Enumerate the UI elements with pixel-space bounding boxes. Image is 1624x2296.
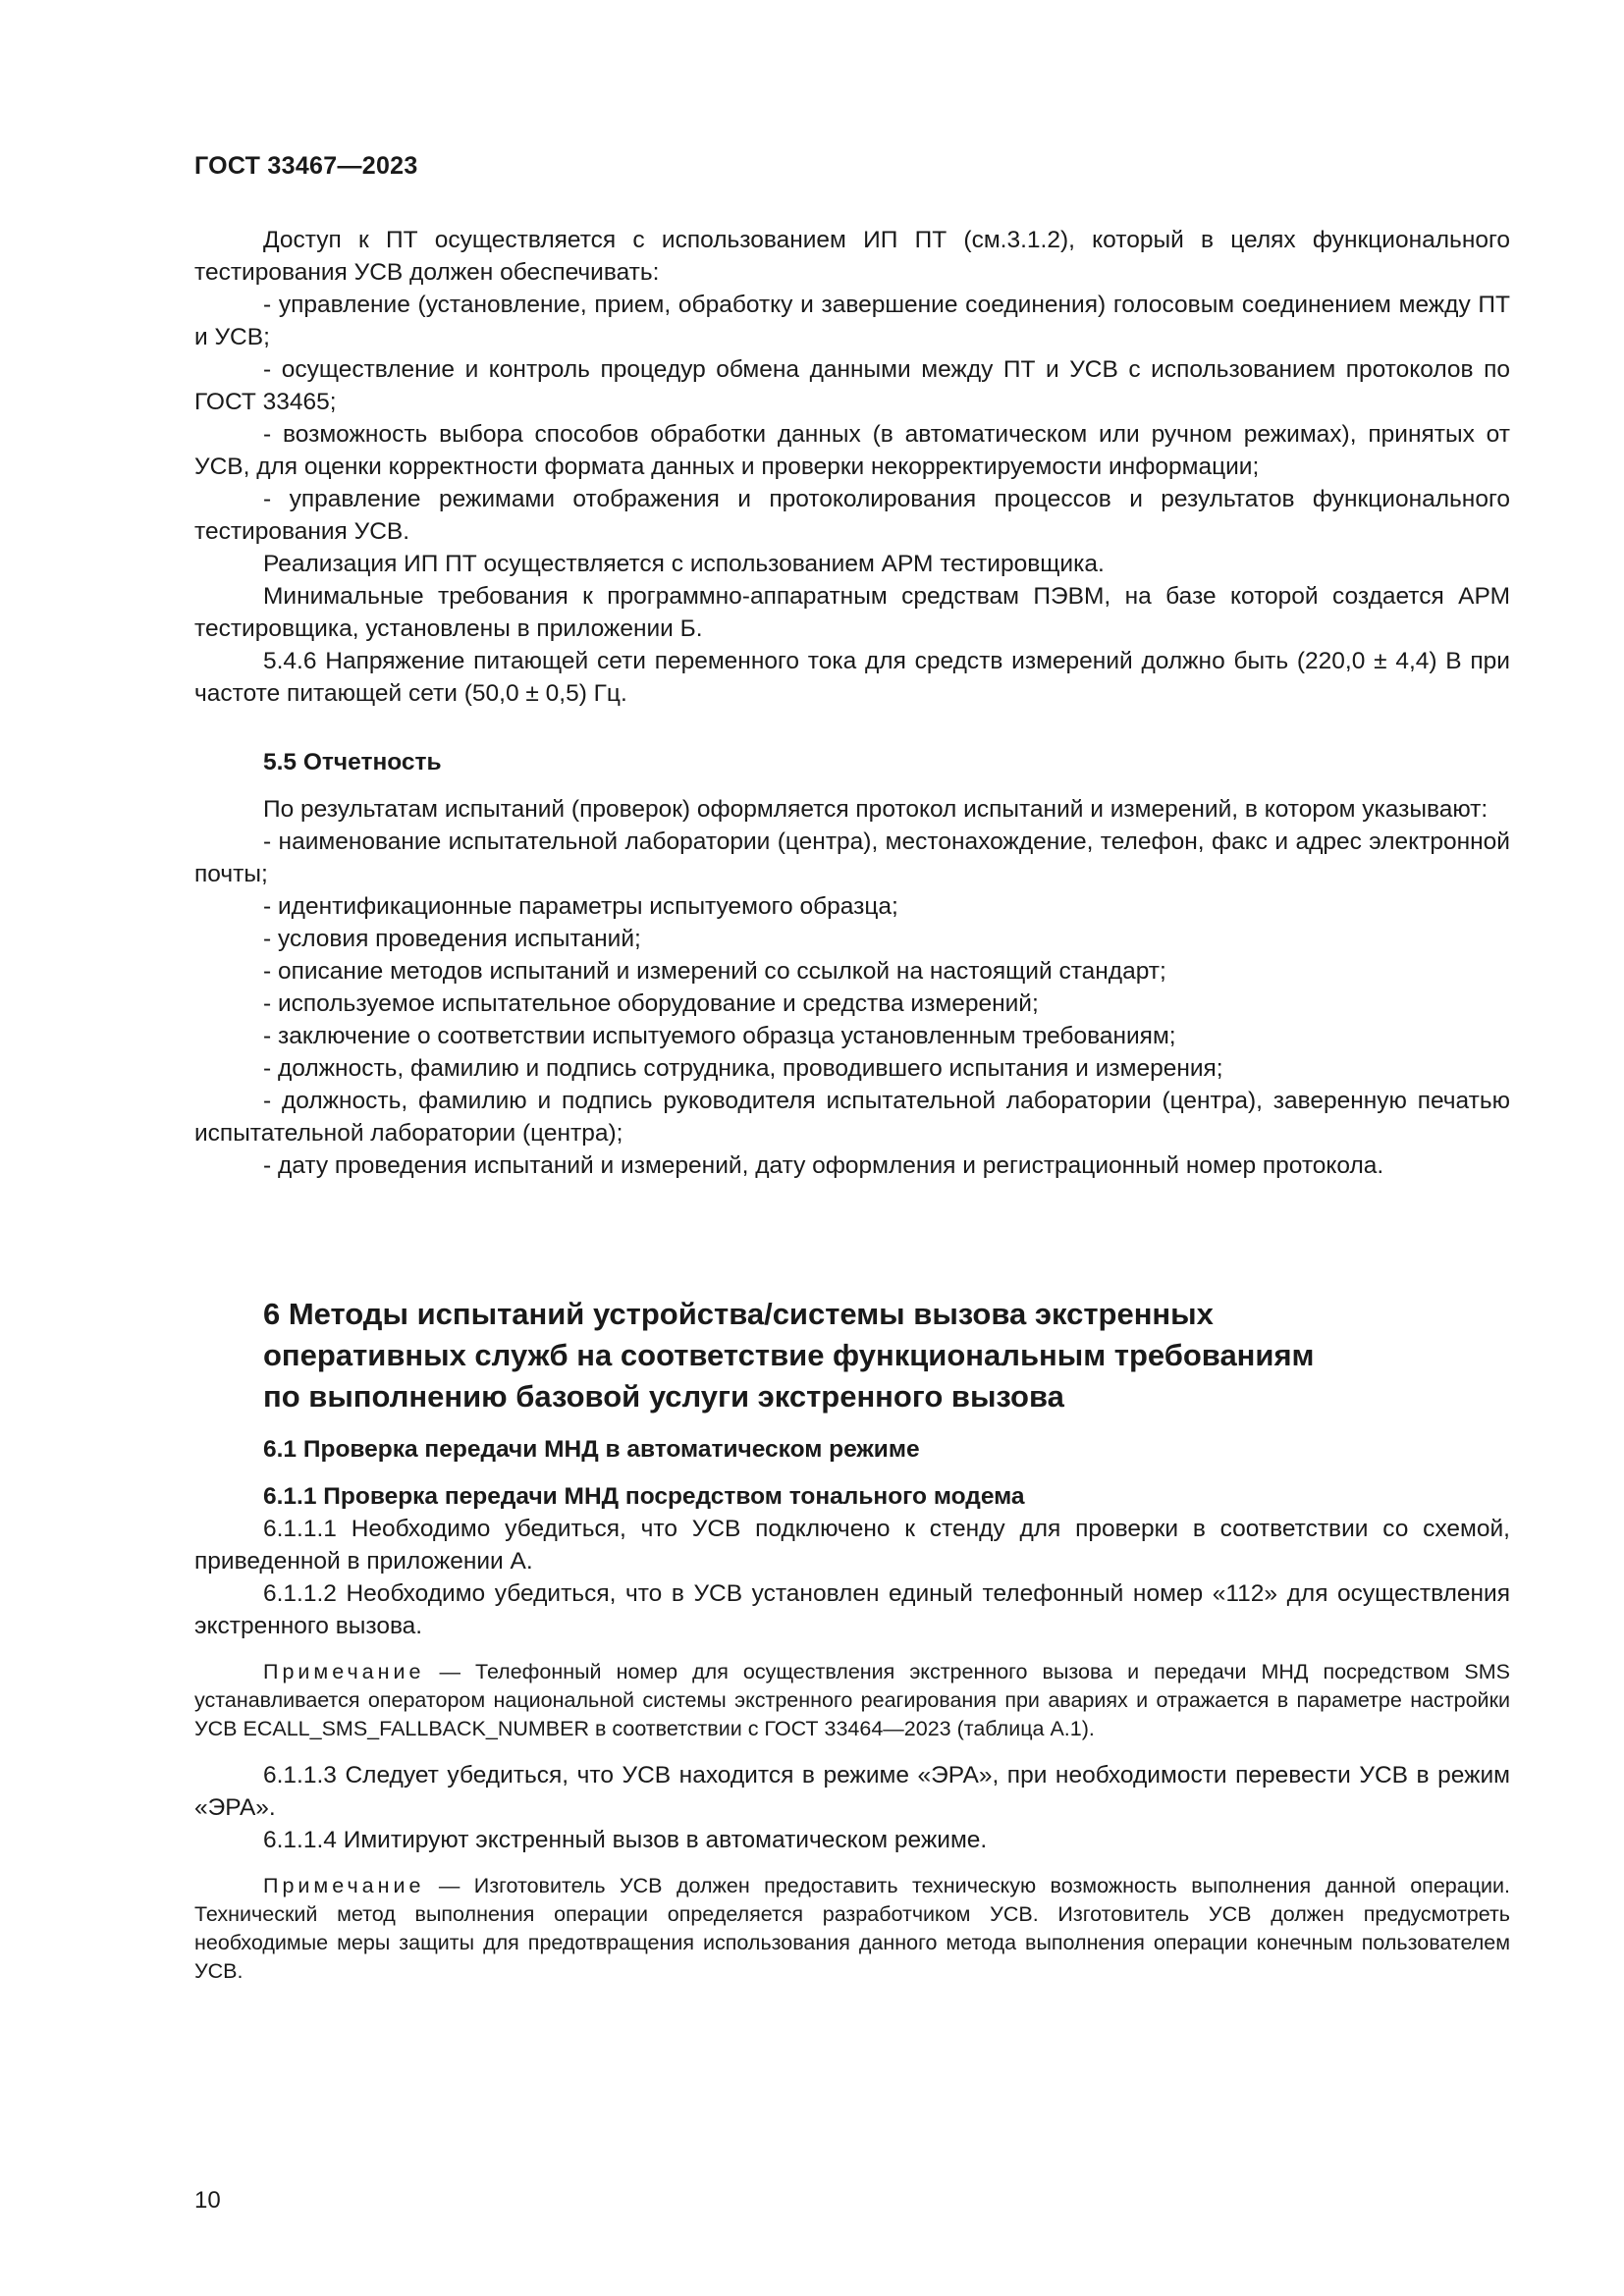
paragraph: Реализация ИП ПТ осуществляется с использованием АРМ тестировщика. [263,551,1105,577]
list-item: - управление режимами отображения и протоколирования процессов и результатов функционального тестирования УСВ. [194,486,1510,545]
note-label: Примечание [263,1874,425,1897]
list-item: - возможность выбора способов обработки данных (в автоматическом или ручном режимах), принятых от УСВ, для оценки корректности формата данных и проверки некорректируемости информации; [194,421,1510,480]
section-heading: 5.5 Отчетность [263,749,442,775]
list-item: - наименование испытательной лаборатории (центра), местонахождение, телефон, факс и адрес электронной почты; [194,828,1510,887]
paragraph: Минимальные требования к программно-аппаратным средствам ПЭВМ, на базе которой создается АРМ тестировщика, установлены в приложении Б. [194,583,1510,642]
chapter-heading-line: оперативных служб на соответствие функциональным требованиям [263,1338,1315,1372]
list-item: - используемое испытательное оборудование и средства измерений; [263,990,1039,1017]
list-item: - управление (установление, прием, обработку и завершение соединения) голосовым соединением между ПТ и УСВ; [194,292,1510,350]
paragraph: По результатам испытаний (проверок) оформляется протокол испытаний и измерений, в котором указывают: [263,796,1489,823]
list-item: - условия проведения испытаний; [263,926,641,952]
chapter-heading-line: по выполнению базовой услуги экстренного вызова [263,1379,1064,1414]
list-item: - осуществление и контроль процедур обмена данными между ПТ и УСВ с использованием протоколов по ГОСТ 33465; [194,356,1510,415]
subsection-heading: 6.1 Проверка передачи МНД в автоматическом режиме [263,1436,920,1463]
list-item: - дату проведения испытаний и измерений, дату оформления и регистрационный номер протокола. [263,1152,1384,1179]
section-6-heading [194,1294,1510,1417]
list-item: - описание методов испытаний и измерений со ссылкой на настоящий стандарт; [263,958,1166,985]
paragraph: 6.1.1.3 Следует убедиться, что УСВ находится в режиме «ЭРА», при необходимости перевести УСВ в режим «ЭРА». [194,1762,1510,1821]
page-number: 10 [194,2187,221,2214]
section-6-1 [194,1433,1510,1986]
paragraph: 6.1.1.2 Необходимо убедиться, что в УСВ установлен единый телефонный номер «112» для осуществления экстренного вызова. [194,1580,1510,1639]
chapter-heading-line: 6 Методы испытаний устройства/системы вызова экстренных [263,1297,1214,1331]
paragraph: Доступ к ПТ осуществляется с использованием ИП ПТ (см.3.1.2), который в целях функционального тестирования УСВ должен обеспечивать: [194,227,1510,286]
paragraph: 6.1.1.1 Необходимо убедиться, что УСВ подключено к стенду для проверки в соответствии со схемой, приведенной в приложении А. [194,1516,1510,1575]
note-text: — Телефонный номер для осуществления экстренного вызова и передачи МНД посредством SMS устанавливается оператором национальной системы экстренного реагирования при авариях и отражается в параметре настройки УСВ ECALL_SMS_FALLBACK_NUMBER в соответствии с ГОСТ 33464—2023 (таблица А.1). [194,1660,1510,1740]
list-item: - заключение о соответствии испытуемого образца установленным требованиям; [263,1023,1176,1049]
list-item: - должность, фамилию и подпись сотрудника, проводившего испытания и измерения; [263,1055,1223,1082]
note-label: Примечание [263,1660,425,1683]
note [194,1658,1510,1743]
intro-block [194,224,1510,710]
list-item: - идентификационные параметры испытуемого образца; [263,893,898,920]
list-item: - должность, фамилию и подпись руководителя испытательной лаборатории (центра), заверенную печатью испытательной лаборатории (центра); [194,1088,1510,1147]
paragraph: 5.4.6 Напряжение питающей сети переменного тока для средств измерений должно быть (220,0 ± 4,4) В при частоте питающей сети (50,0 ± 0,5) Гц. [194,648,1510,707]
section-5-5 [194,746,1510,1182]
subsection-heading: 6.1.1 Проверка передачи МНД посредством тонального модема [263,1483,1025,1510]
paragraph: 6.1.1.4 Имитируют экстренный вызов в автоматическом режиме. [263,1827,988,1853]
note-text: — Изготовитель УСВ должен предоставить техническую возможность выполнения данной операции. Технический метод выполнения операции определяется разработчиком УСВ. Изготовитель УСВ должен предусмотреть необходимые меры защиты для предотвращения использования данного метода выполнения операции конечным пользователем УСВ. [194,1874,1510,1983]
document-header: ГОСТ 33467—2023 [194,152,418,180]
note [194,1872,1510,1986]
